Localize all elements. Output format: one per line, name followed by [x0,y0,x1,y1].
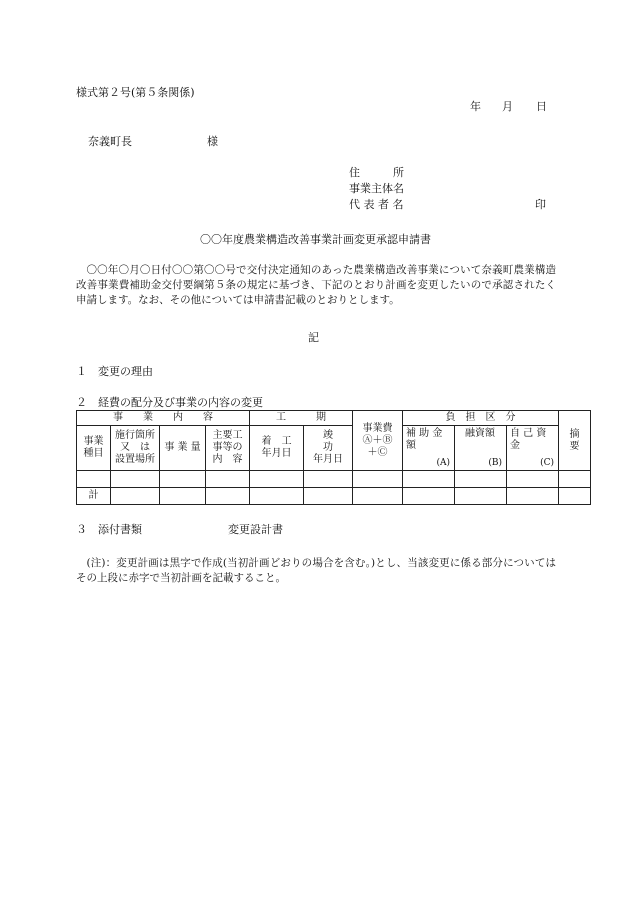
table-row [77,471,591,488]
table-cell [559,488,591,505]
hojokin-unit: (A) [436,458,450,468]
date-year: 年 [470,100,481,113]
table-cell [304,488,353,505]
section-1: １ 変更の理由 [76,365,153,378]
header-shuyo-koji: 主要工 事等の 内 容 [206,426,250,471]
expense-table [76,410,591,505]
date-day: 日 [536,100,547,113]
table-subheader-row [77,426,591,471]
header-seko-basho: 施行箇所 又 は 設置場所 [111,426,160,471]
section-2: ２ 経費の配分及び事業の内容の変更 [76,396,263,409]
table-cell [250,471,304,488]
table-cell [111,488,160,505]
address-label: 住 所 [349,166,404,179]
table-total-row [77,488,591,505]
table-cell [455,488,507,505]
table-cell [353,471,403,488]
addressee-name: 奈義町長 [88,135,132,148]
table-cell [353,488,403,505]
header-hojokin [403,426,455,471]
table-cell [206,488,250,505]
table-cell [403,488,455,505]
form-number: 様式第２号(第５条関係) [76,86,195,99]
header-jigyohi: 事業費 Ⓐ＋Ⓑ ＋Ⓒ [353,411,403,471]
table-cell [304,471,353,488]
table-cell [507,488,559,505]
table-header-row [77,411,591,426]
header-jigyo-ryo: 事 業 量 [160,426,206,471]
header-chakko: 着 工 年月日 [250,426,304,471]
body-paragraph: 〇〇年〇月〇日付〇〇第〇〇号で交付決定通知のあった農業構造改善事業について奈義町農業構造改善事業費補助金交付要綱第５条の規定に基づき、下記のとおり計画を変更したいので承認されたく申請します。なお、その他については申請書記載のとおりとします。 [76,264,556,306]
hojokin-label: 補 助 金 額 [406,428,443,451]
ki-label: 記 [308,331,319,344]
section-3-label: ３ 添付書類 [76,523,142,536]
entity-label: 事業主体名 [349,182,404,195]
header-jiko-shikin [507,426,559,471]
table-cell [250,488,304,505]
jiko-unit: (C) [540,458,554,468]
header-yushi [455,426,507,471]
jiko-label: 自 己 資 金 [510,428,547,451]
table-cell [559,471,591,488]
header-futan-kubun: 負 担 区 分 [403,411,559,426]
table-cell [206,471,250,488]
date-month: 月 [502,100,513,113]
document-title: 〇〇年度農業構造改善事業計画変更承認申請書 [200,233,431,246]
total-label: 計 [77,488,111,505]
table-cell [403,471,455,488]
addressee-honorific: 様 [207,135,218,148]
table-cell [111,471,160,488]
header-jigyo-shumoku: 事業 種目 [77,426,111,471]
representative-label: 代 表 者 名 [349,198,404,211]
note-paragraph: (注)：変更計画は黒字で作成(当初計画どおりの場合を含む。)とし、当該変更に係る部分については その上段に赤字で当初計画を記載すること。 [76,557,567,584]
table-cell [455,471,507,488]
section-3-value: 変更設計書 [228,523,283,536]
seal-mark: 印 [535,198,546,211]
header-tekiyo: 摘 要 [559,411,591,471]
header-jigyo-naiyo: 事 業 内 容 [77,411,250,426]
yushi-unit: (B) [488,458,502,468]
table-cell [160,471,206,488]
table-cell [77,471,111,488]
table-cell [160,488,206,505]
header-koki: 工 期 [250,411,353,426]
table-cell [507,471,559,488]
yushi-label: 融資額 [465,428,495,439]
header-shunko: 竣 功 年月日 [304,426,353,471]
